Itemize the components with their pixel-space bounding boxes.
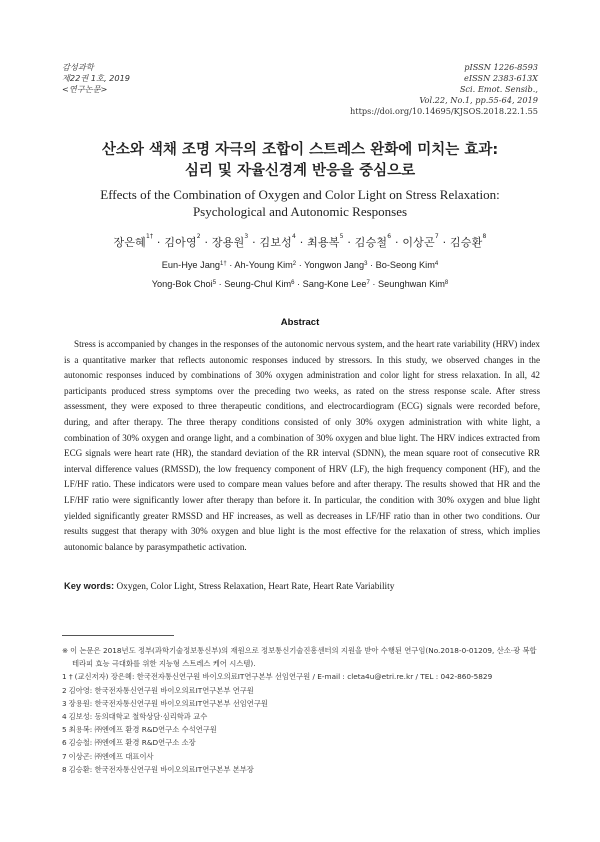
author-separator: · — [296, 236, 308, 249]
author-separator: · — [438, 236, 450, 249]
journal-abbrev: Sci. Emot. Sensib., — [459, 84, 538, 94]
footnote-divider — [62, 635, 174, 636]
title-korean-line: 산소와 색채 조명 자극의 조합이 스트레스 완화에 미치는 효과: — [101, 142, 499, 158]
pissn: pISSN 1226-8593 — [464, 62, 538, 72]
journal-volume: 제22권 1호, 2019 — [62, 73, 130, 83]
author-name: 김보성 — [259, 236, 293, 249]
footnote-text: (교신저자) 장은혜: 한국전자통신연구원 바이오의료IT연구본부 선임연구원 / E-mail : cleta4u@etri.re.kr / TEL : 042-860-5829 — [74, 672, 493, 682]
footnote-item — [62, 710, 542, 723]
author-name: Sang-Kone Lee — [302, 279, 367, 289]
keywords-list: Oxygen, Color Light, Stress Relaxation, Heart Rate, Heart Rate Variability — [116, 582, 395, 592]
author-affiliation-mark: 1† — [220, 261, 227, 267]
footnote-item — [62, 684, 542, 697]
footnote-label: 3 — [62, 698, 67, 708]
footnote-text: 김보성: 동의대학교 철학상담·심리학과 교수 — [68, 712, 208, 722]
footnote-item — [62, 670, 542, 683]
footnote-item — [62, 750, 542, 763]
footnote-text: 최용복: ㈜엔에프 환경 R&D연구소 수석연구원 — [68, 725, 217, 735]
author-separator: · — [216, 279, 225, 289]
author-name: 장용원 — [211, 236, 245, 249]
eissn: eISSN 2383-613X — [464, 73, 538, 83]
author-separator: · — [294, 279, 303, 289]
author-separator: · — [200, 236, 212, 249]
author-name: 장은혜 — [113, 236, 146, 249]
title-english — [0, 186, 600, 220]
author-name: Eun-Hye Jang — [161, 260, 221, 270]
author-affiliation-mark: 3 — [244, 233, 249, 240]
author-separator: · — [296, 260, 305, 270]
author-name: 김승철 — [354, 236, 388, 249]
authors-english — [0, 256, 600, 294]
author-affiliation-mark: 7 — [434, 233, 439, 240]
footnote-item — [62, 697, 542, 710]
title-korean-line: 심리 및 자율신경계 반응을 중심으로 — [184, 163, 416, 179]
author-affiliation-mark: 4 — [292, 233, 297, 240]
author-name: Yong-Bok Choi — [151, 279, 213, 289]
footnote-label: 8 — [62, 764, 67, 774]
author-separator: · — [391, 236, 403, 249]
footnote-label: ※ — [62, 646, 69, 655]
author-affiliation-mark: 8 — [482, 233, 487, 240]
footnote-text: 이상곤: ㈜엔에프 대표이사 — [68, 751, 154, 761]
footnote-item — [62, 736, 542, 749]
abstract-body: Stress is accompanied by changes in the responses of the autonomic nervous system, and the heart rate variability (HRV) index is a quantitative marker that reflects autonomic responses induced by stressors. In this study, we observed changes in the autonomic responses induced by combinations of 30% oxygen administration and color light for stress relaxation. In all, 42 participants produced stress symptoms over the preceding two weeks, as rated on the stress response scale. After stress assessment, they were exposed to three therapeutic conditions, and electrocardiogram (ECG) signals were recorded before, during, and after therapy. The three therapy conditions consisted of only 30% oxygen administration with white light, a combination of 30% oxygen and orange light, and a combination of 30% oxygen and blue light. The HRV indices extracted from ECG signals were heart rate (HR), the standard deviation of the RR interval (SDNN), the mean square root of consecutive RR interval difference values (RMSSD), the low frequency component of HRV (LF), the high frequency component (HF), and the LF/HF ratio. These indicators were used to compare mean values before and after therapy. The results showed that HR and the LF/HF ratio were significantly lower after therapy than before it. In particular, the condition with 30% oxygen and blue light yielded significantly greater RMSSD and HF increases, as well as decreases in LF/HF ratio than in other two conditions. Our results suggest that therapy with 30% oxygen and blue light is the most effective for the relaxation of stress, which implies autonomic balance by parasympathetic activation. — [64, 339, 540, 552]
author-affiliation-mark: 7 — [366, 280, 370, 286]
volume-pages: Vol.22, No.1, pp.55-64, 2019 — [419, 95, 538, 105]
keywords-label: Key words: — [64, 581, 115, 591]
author-name: Bo-Seong Kim — [375, 260, 435, 270]
author-name: Yongwon Jang — [304, 260, 365, 270]
title-english-line: Psychological and Autonomic Responses — [192, 204, 408, 219]
doi-link[interactable]: https://doi.org/10.14695/KJSOS.2018.22.1.55 — [350, 106, 538, 116]
author-affiliation-mark: 8 — [444, 280, 449, 286]
author-affiliation-mark: 5 — [339, 233, 344, 240]
author-affiliation-mark: 6 — [387, 233, 392, 240]
footnote-label: 1 † — [62, 672, 73, 682]
author-separator: · — [343, 236, 355, 249]
author-separator: · — [153, 236, 165, 249]
author-affiliation-mark: 3 — [364, 261, 368, 267]
author-name: 김승환 — [449, 236, 483, 249]
author-affiliation-mark: 2 — [292, 261, 297, 267]
authors-korean — [0, 234, 600, 250]
abstract-heading: Abstract — [280, 317, 320, 328]
title-english-line: Effects of the Combination of Oxygen and Color Light on Stress Relaxation: — [100, 187, 500, 202]
journal-info — [62, 62, 130, 95]
author-name: 이상곤 — [402, 236, 435, 249]
author-separator: · — [367, 260, 376, 270]
footnote-item — [62, 723, 542, 736]
keywords — [64, 581, 540, 592]
author-name: Seung-Chul Kim — [224, 279, 292, 289]
author-separator: · — [226, 260, 235, 270]
footnote-item — [62, 644, 542, 670]
author-affiliation-mark: 2 — [196, 233, 201, 240]
author-affiliation-mark: 4 — [434, 261, 439, 267]
author-separator: · — [369, 279, 378, 289]
author-affiliation-mark: 1† — [146, 233, 154, 240]
footnote-label: 7 — [62, 751, 67, 761]
title-korean — [0, 140, 600, 182]
footnote-label: 5 — [62, 725, 67, 735]
author-name: Ah-Young Kim — [234, 260, 293, 270]
article-type: <연구논문> — [62, 84, 108, 94]
journal-name: 감성과학 — [62, 62, 94, 72]
author-separator: · — [248, 236, 260, 249]
authors-english-line — [0, 256, 600, 275]
footnote-text: 이 논문은 2018년도 정부(과학기술정보통신부)의 재원으로 정보통신기술진흥센터의 지원을 받아 수행된 연구임(No.2018-0-01209, 산소·광 복합 테라피 효능 극대화를 위한 지능형 스트레스 케어 시스템). — [70, 646, 537, 669]
authors-english-line — [0, 275, 600, 294]
author-name: 김아영 — [164, 236, 197, 249]
footnote-text: 김아영: 한국전자통신연구원 바이오의료IT연구본부 연구원 — [68, 685, 254, 695]
footnotes — [62, 644, 542, 776]
footnote-label: 6 — [62, 738, 67, 748]
footnote-item — [62, 763, 542, 776]
footnote-text: 김승철: ㈜엔에프 환경 R&D연구소 소장 — [68, 738, 196, 748]
footnote-text: 김승환: 한국전자통신연구원 바이오의료IT연구본부 본부장 — [68, 764, 254, 774]
issn-info — [350, 62, 538, 117]
author-name: 최용복 — [307, 236, 340, 249]
author-affiliation-mark: 6 — [291, 280, 295, 286]
footnote-text: 장용원: 한국전자통신연구원 바이오의료IT연구본부 선임연구원 — [68, 698, 268, 708]
footnote-label: 2 — [62, 685, 67, 695]
author-name: Seunghwan Kim — [378, 279, 445, 289]
footnote-label: 4 — [62, 712, 67, 722]
author-affiliation-mark: 5 — [212, 280, 217, 286]
